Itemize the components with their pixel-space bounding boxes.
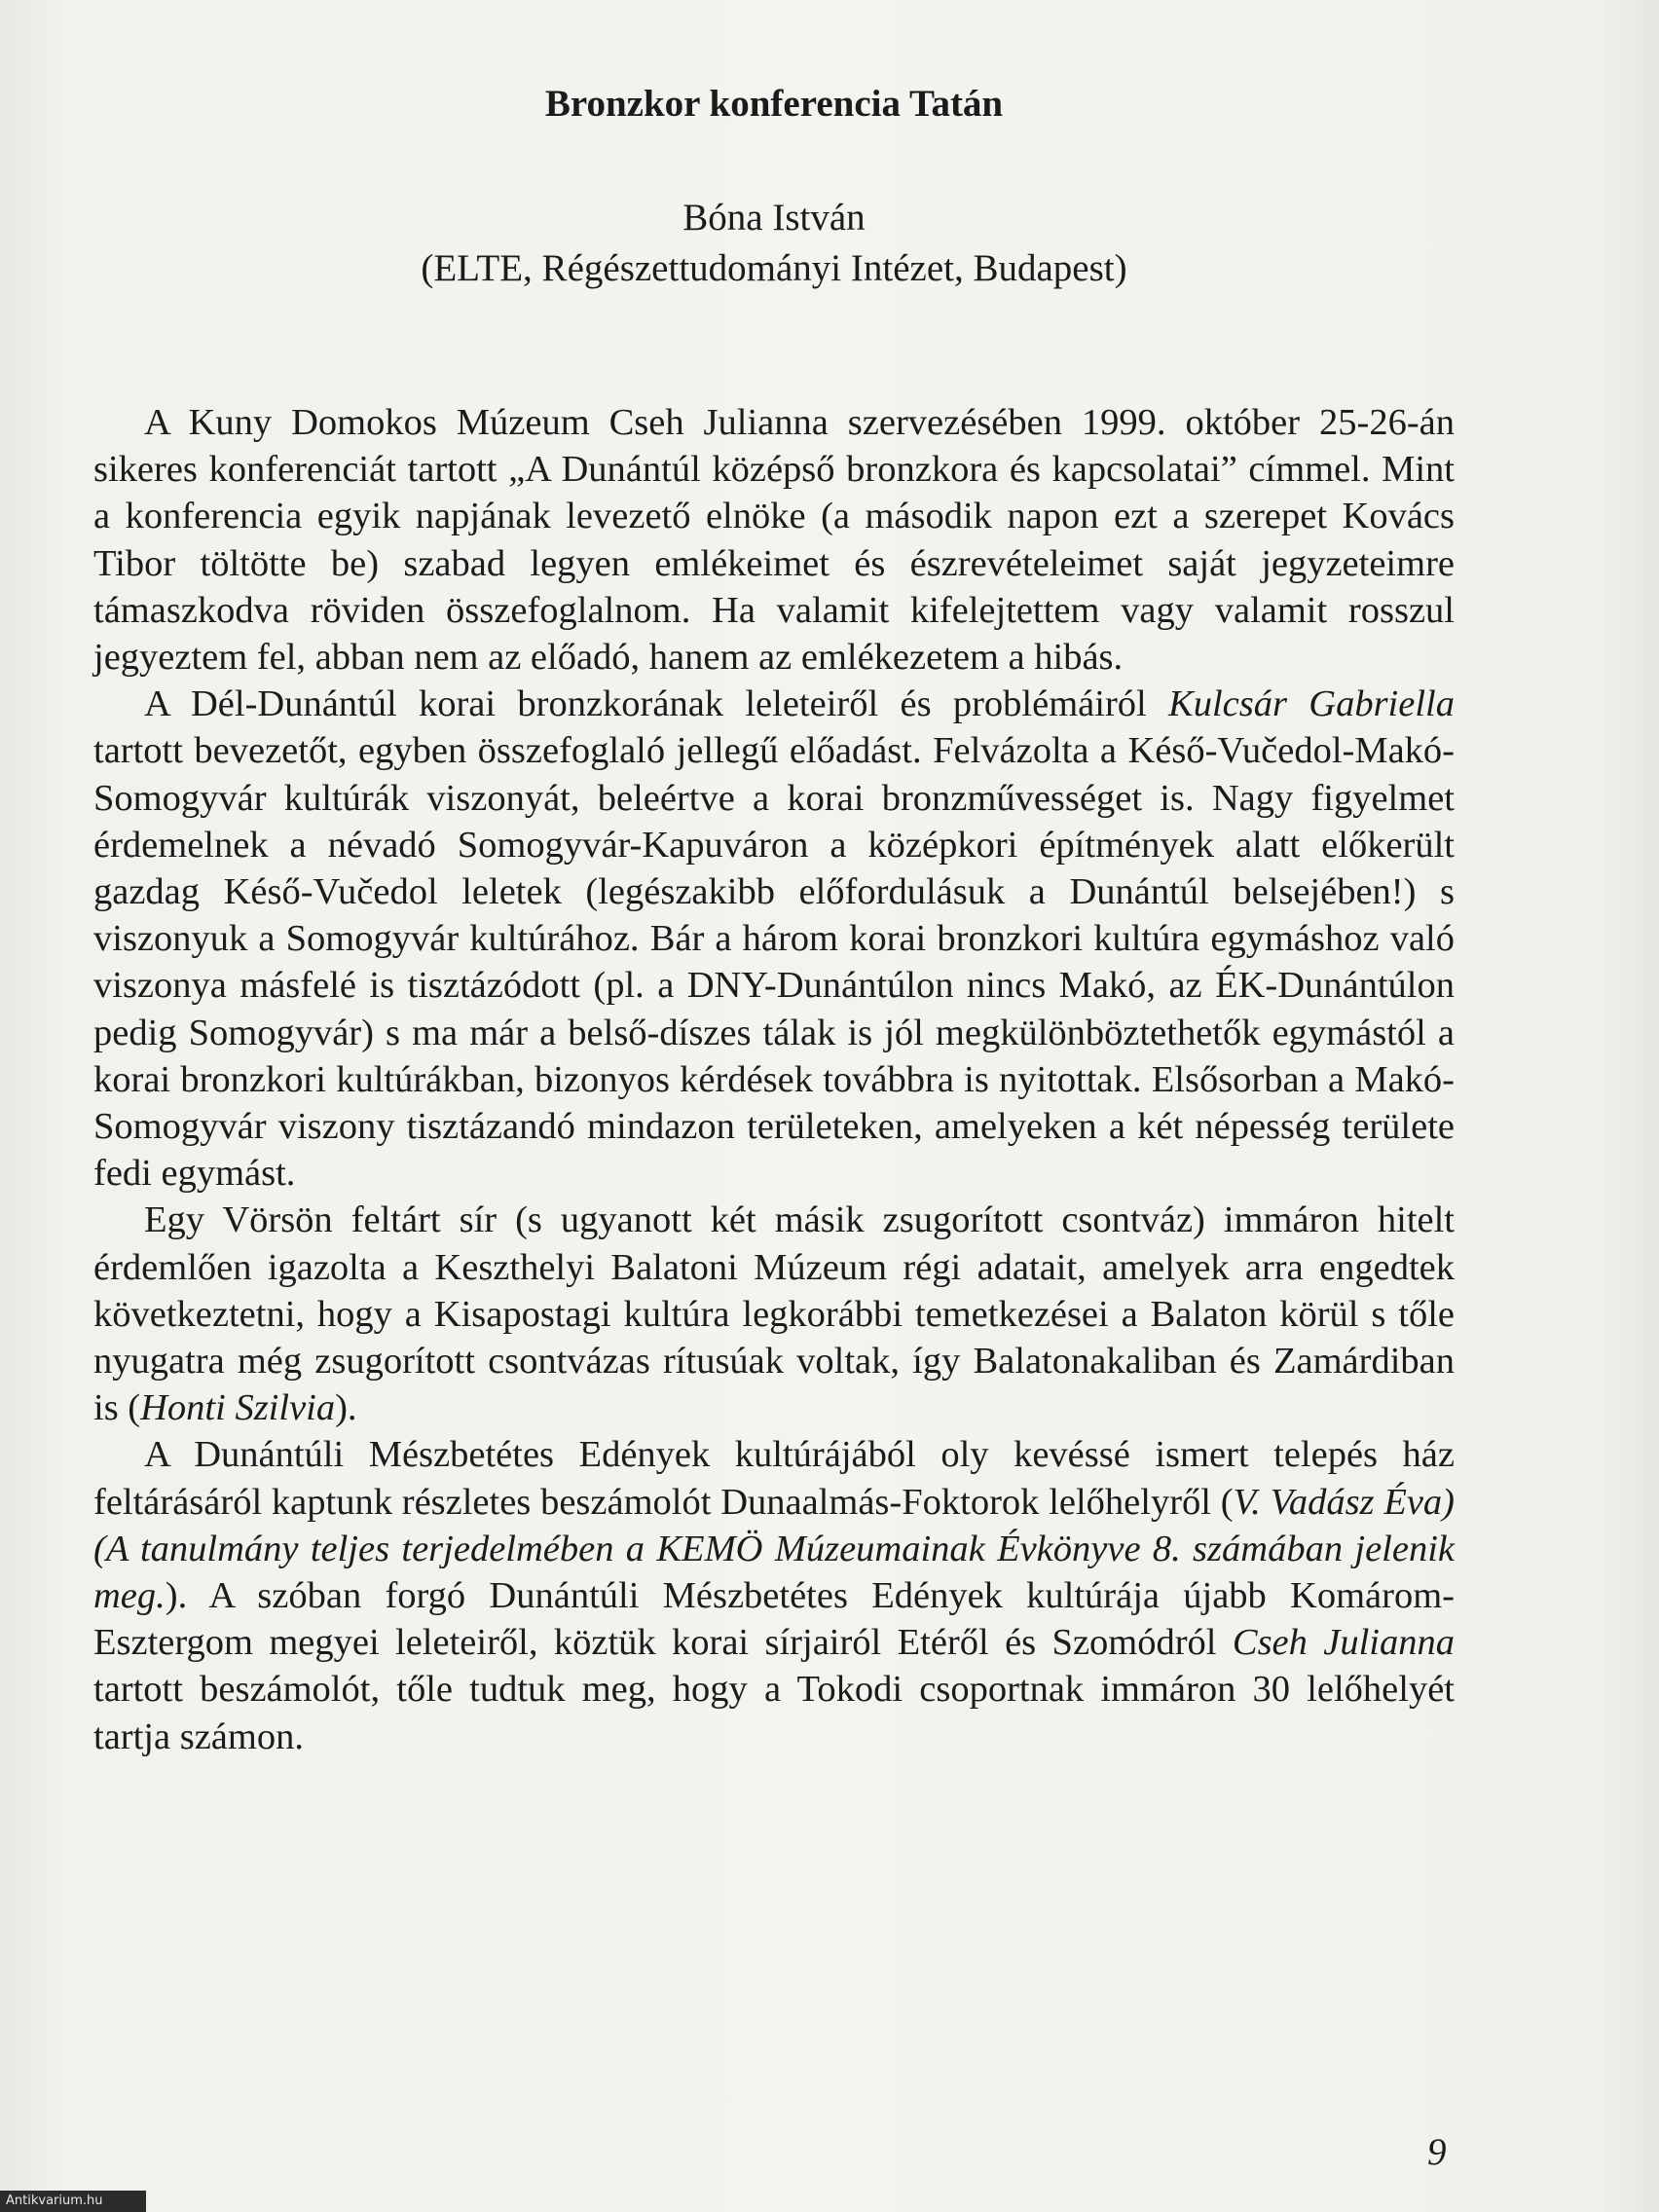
citation-note: V. Vadász Éva) (A tanulmány teljes terjedelmében a KEMÖ Múzeumainak Évkönyve 8. számában jelenik meg.	[93, 1481, 1455, 1617]
author-block	[0, 193, 1548, 294]
paragraph: A Kuny Domokos Múzeum Cseh Julianna szervezésében 1999. október 25-26-án sikeres konferenciát tartott „A Dunántúl középső bronzkora és kapcsolatai” címmel. Mint a konferencia egyik napjának levezető elnöke (a második napon ezt a szerepet Kovács Tibor töltötte be) szabad legyen emlékeimet és észrevételeimet saját jegyzeteimre támaszkodva röviden összefoglalnom. Ha valamit kifelejtettem vagy valamit rosszul jegyeztem fel, abban nem az előadó, hanem az emlékezetem a hibás.	[93, 402, 1455, 679]
paragraph: Egy Vörsön feltárt sír (s ugyanott két másik zsugorított csontváz) immáron hitelt érdemlően igazolta a Keszthelyi Balatoni Múzeum régi adatait, amelyek arra engedtek következtetni, hogy a Kisapostagi kultúra legkorábbi temetkezései a Balaton körül s tőle nyugatra még zsugorított csontvázas rítusúak voltak, így Balatonakaliban és Zamárdiban is (Honti Szilvia).	[93, 1199, 1455, 1429]
person-name: Cseh Julianna	[1232, 1622, 1456, 1664]
person-name: Honti Szilvia	[140, 1387, 336, 1429]
paragraph: A Dél-Dunántúl korai bronzkorának leleteiről és problémáiról Kulcsár Gabriella tartott bevezetőt, egyben összefoglaló jellegű előadást. Felvázolta a Késő-Vučedol-Makó-Somogyvár kultúrák viszonyát, beleértve a korai bronzművességet is. Nagy figyelmet érdemelnek a névadó Somogyvár-Kapuváron a középkori építmények alatt előkerült gazdag Késő-Vučedol leletek (legészakibb előfordulásuk a Dunántúl belsejében!) s viszonyuk a Somogyvár kultúrához. Bár a három korai bronzkori kultúra egymáshoz való viszonya másfelé is tisztázódott (pl. a DNY-Dunántúlon nincs Makó, az ÉK-Dunántúlon pedig Somogyvár) s ma már a belső-díszes tálak is jól megkülönböztethetők egymástól a korai bronzkori kultúrákban, bizonyos kérdések továbbra is nyitottak. Elsősorban a Makó-Somogyvár viszony tisztázandó mindazon területeken, amelyeken a két népesség területe fedi egymást.	[93, 683, 1455, 1195]
person-name: Kulcsár Gabriella	[1168, 683, 1455, 725]
article-body	[93, 399, 1455, 1760]
watermark: Antikvarium.hu	[0, 2191, 146, 2212]
article-title: Bronzkor konferencia Tatán	[544, 83, 1004, 125]
author-affiliation: (ELTE, Régészettudományi Intézet, Budapest)	[421, 247, 1127, 289]
author-name: Bóna István	[682, 197, 866, 239]
page-number: 9	[1427, 2131, 1447, 2173]
paragraph: A Dunántúli Mészbetétes Edények kultúrájából oly kevéssé ismert telepés ház feltárásáról kaptunk részletes beszámolót Dunaalmás-Foktorok lelőhelyről (V. Vadász Éva) (A tanulmány teljes terjedelmében a KEMÖ Múzeumainak Évkönyve 8. számában jelenik meg.). A szóban forgó Dunántúli Mészbetétes Edények kultúrája újabb Komárom-Esztergom megyei leleteiről, köztük korai sírjairól Etéről és Szomódról Cseh Julianna tartott beszámolót, tőle tudtuk meg, hogy a Tokodi csoportnak immáron 30 lelőhelyét tartja számon.	[93, 1434, 1456, 1757]
